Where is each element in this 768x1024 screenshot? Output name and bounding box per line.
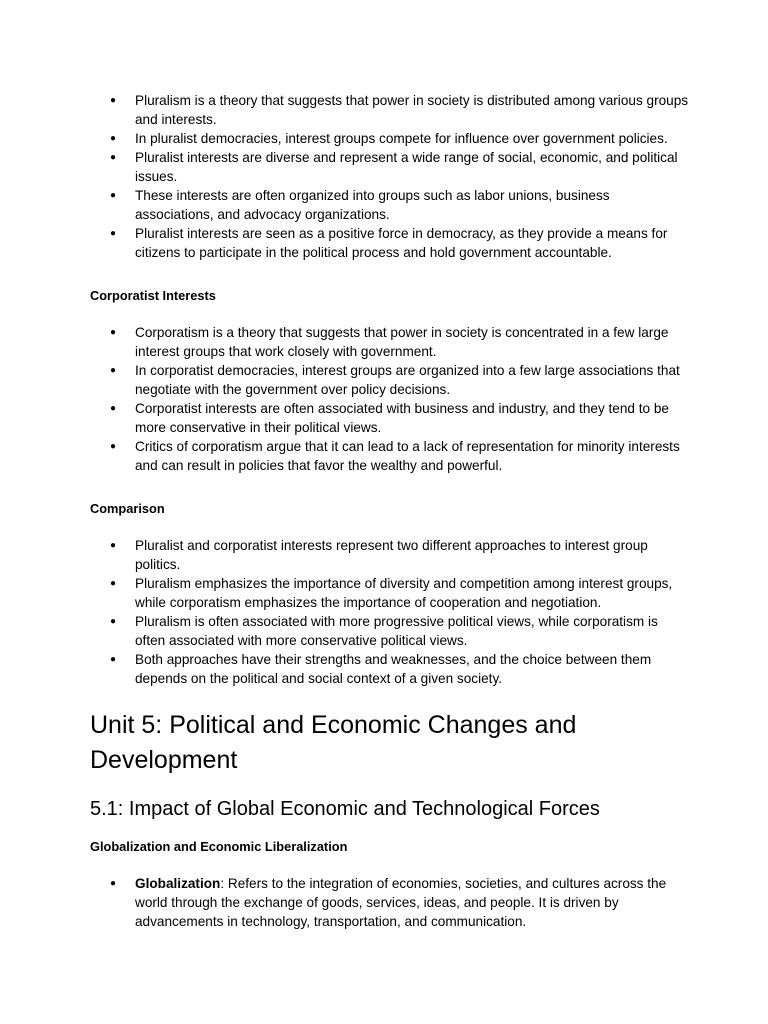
section-title: 5.1: Impact of Global Economic and Technological Forces xyxy=(90,798,600,820)
list-item: ● These interests are often organized into groups such as labor unions, business associations, and advocacy organizations. xyxy=(90,186,690,224)
list-item: ● Pluralist interests are diverse and represent a wide range of social, economic, and political issues. xyxy=(90,148,690,186)
comparison-heading: Comparison xyxy=(90,501,165,516)
subsection-heading: Globalization and Economic Liberalization xyxy=(90,839,348,854)
list-item: ● Pluralism is often associated with more progressive political views, while corporatism is often associated with more conservative political views. xyxy=(90,612,690,650)
corporatist-heading: Corporatist Interests xyxy=(90,288,216,303)
list-item: ● Pluralism is a theory that suggests that power in society is distributed among various groups and interests. xyxy=(90,91,690,129)
unit-title: Unit 5: Political and Economic Changes and Development xyxy=(90,711,577,774)
list-item: ● Corporatist interests are often associated with business and industry, and they tend to be more conservative in their political views. xyxy=(90,399,690,437)
comparison-list xyxy=(90,536,690,688)
list-item: ● Both approaches have their strengths and weaknesses, and the choice between them depends on the political and social context of a given society. xyxy=(90,650,690,688)
list-item: ● Pluralist and corporatist interests represent two different approaches to interest group politics. xyxy=(90,536,690,574)
pluralism-list xyxy=(90,91,690,262)
globalization-term: Globalization xyxy=(135,876,221,891)
list-item: ● Corporatism is a theory that suggests that power in society is concentrated in a few large interest groups that work closely with government. xyxy=(90,323,690,361)
globalization-list xyxy=(90,874,690,931)
corporatist-list xyxy=(90,323,690,475)
list-item: ● Pluralism emphasizes the importance of diversity and competition among interest groups, while corporatism emphasizes the importance of cooperation and negotiation. xyxy=(90,574,690,612)
list-item: ● In corporatist democracies, interest groups are organized into a few large associations that negotiate with the government over policy decisions. xyxy=(90,361,690,399)
document-content xyxy=(90,91,690,931)
list-item: ● Pluralist interests are seen as a positive force in democracy, as they provide a means for citizens to participate in the political process and hold government accountable. xyxy=(90,224,690,262)
list-item: ● Critics of corporatism argue that it can lead to a lack of representation for minority interests and can result in policies that favor the wealthy and powerful. xyxy=(90,437,690,475)
list-item xyxy=(90,874,690,931)
list-item: ● In pluralist democracies, interest groups compete for influence over government policies. xyxy=(90,129,690,148)
globalization-definition: : Refers to the integration of economies, societies, and cultures across the world through the exchange of goods, services, ideas, and people. It is driven by advancements in technology, transportation, and communication. xyxy=(135,876,667,929)
